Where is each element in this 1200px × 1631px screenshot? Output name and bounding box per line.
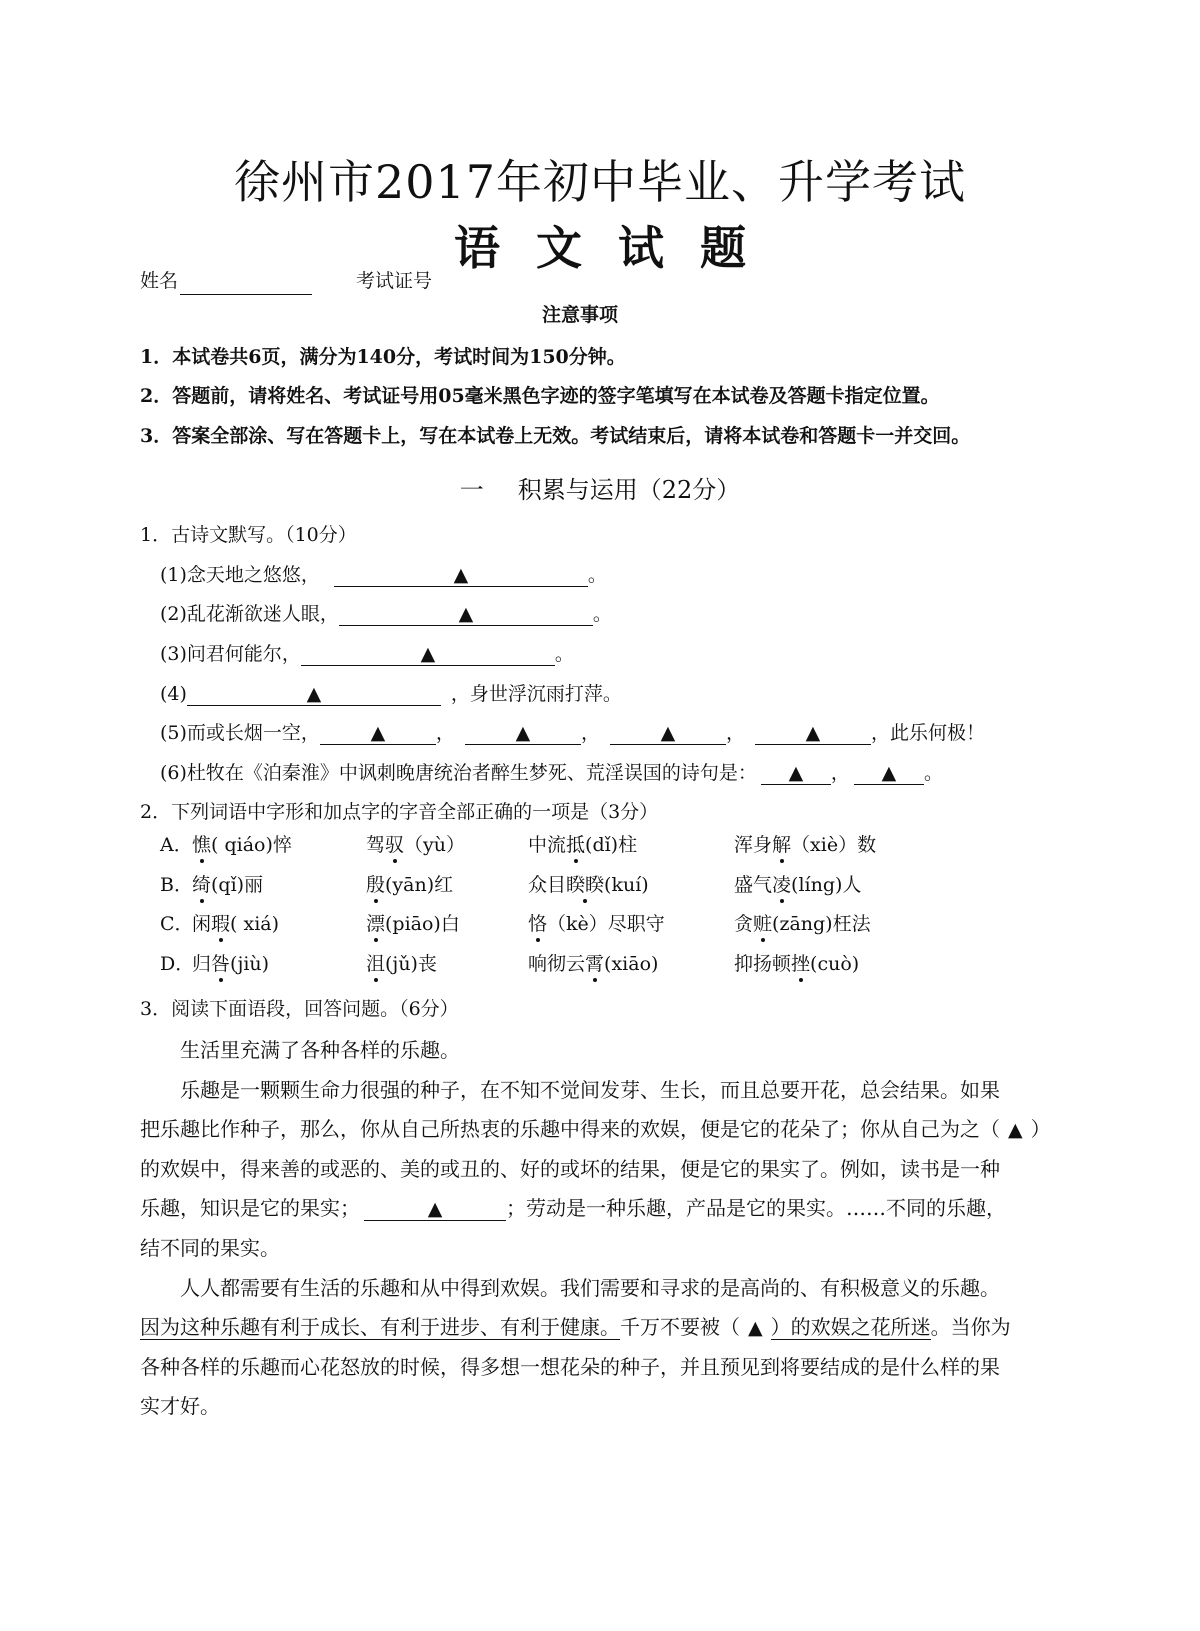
- answer-blank[interactable]: ▲: [610, 722, 726, 745]
- q3-p2-line-5: 结不同的果实。: [140, 1236, 280, 1260]
- q2-word: 众目睽睽(kuí): [528, 870, 649, 897]
- q1-item-3: (3)问君何能尔， ▲ 。: [160, 643, 574, 665]
- q2-word: 贪赃(zāng)枉法: [734, 909, 871, 936]
- q2-option-d[interactable]: D．: [160, 953, 195, 975]
- q2-word: 漂(piāo)白: [366, 909, 460, 936]
- q3-p2-line-4: 乐趣，知识是它的果实； ▲ ；劳动是一种乐趣，产品是它的果实。……不同的乐趣，: [140, 1196, 1006, 1220]
- q2-word: 闲瑕( xiá): [192, 909, 279, 936]
- q1-item-6: (6)杜牧在《泊秦淮》中讽刺晚唐统治者醉生梦死、荒淫误国的诗句是： ▲ ， ▲ 。: [160, 762, 943, 784]
- q2-word: 绮(qǐ)丽: [192, 870, 263, 897]
- q1-item-1: (1)念天地之悠悠， ▲ 。: [160, 564, 607, 586]
- section-number: 一: [459, 476, 484, 504]
- notice-heading: 注意事项: [541, 304, 618, 326]
- q3-p3-line-1: 人人都需要有生活的乐趣和从中得到欢娱。我们需要和寻求的是高尚的、有积极意义的乐趣。: [180, 1276, 1000, 1300]
- q3-paragraph-1: 生活里充满了各种各样的乐趣。: [180, 1038, 460, 1062]
- q3-p2-line-3: 的欢娱中，得来善的或恶的、美的或丑的、好的或坏的结果，便是它的果实了。例如，读书是一种: [140, 1157, 1000, 1181]
- q1-item-5: (5)而或长烟一空， ▲ ， ▲ ， ▲ ， ▲ ，此乐何极！: [160, 722, 985, 744]
- notice-item-2: 2．答题前，请将姓名、考试证号用05毫米黑色字迹的签字笔填写在本试卷及答题卡指定位置。: [140, 385, 940, 407]
- exam-title: 徐州市2017年初中毕业、升学考试: [233, 155, 967, 209]
- q2-option-b[interactable]: B．: [160, 874, 193, 896]
- blank-marker[interactable]: ▲: [748, 1317, 763, 1339]
- q2-word: 沮(jǔ)丧: [366, 949, 437, 976]
- answer-blank[interactable]: ▲: [334, 564, 588, 587]
- answer-blank[interactable]: ▲: [364, 1197, 506, 1221]
- q2-word: 抑扬顿挫(cuò): [734, 949, 859, 976]
- q2-stem: 2．下列词语中字形和加点字的字音全部正确的一项是（3分）: [140, 801, 659, 823]
- blank-marker[interactable]: ▲: [1008, 1119, 1023, 1141]
- q3-stem: 3．阅读下面语段，回答问题。（6分）: [140, 998, 459, 1020]
- q1-stem: 1．古诗文默写。（10分）: [140, 524, 357, 546]
- q3-p2-line-2: 把乐趣比作种子，那么，你从自己所热衷的乐趣中得来的欢娱，便是它的花朵了；你从自己为之（ ▲ ）: [140, 1117, 1051, 1141]
- q2-word: 中流抵(dǐ)柱: [528, 830, 637, 857]
- q2-option-c[interactable]: C．: [160, 913, 194, 935]
- q2-option-a[interactable]: A．: [160, 834, 193, 856]
- answer-blank[interactable]: ▲: [755, 722, 871, 745]
- answer-blank[interactable]: ▲: [465, 722, 581, 745]
- q3-p2-line-1: 乐趣是一颗颗生命力很强的种子，在不知不觉间发芽、生长，而且总要开花，总会结果。如果: [180, 1078, 1000, 1102]
- exam-subtitle: 语文试题: [454, 221, 782, 275]
- answer-blank[interactable]: ▲: [320, 722, 436, 745]
- q1-item-4: (4) ▲ ，身世浮沉雨打萍。: [160, 683, 622, 705]
- q3-p3-line-2: 因为这种乐趣有利于成长、有利于进步、有利于健康。千万不要被（ ▲ ）的欢娱之花所迷。当你为: [140, 1315, 1011, 1339]
- underlined-phrase: ）的欢娱之花所迷: [770, 1315, 931, 1339]
- q2-word: 盛气凌(líng)人: [734, 870, 861, 897]
- name-input-line[interactable]: [180, 272, 312, 295]
- q2-word: 浑身解（xiè）数: [734, 830, 876, 857]
- underlined-sentence: 因为这种乐趣有利于成长、有利于进步、有利于健康。: [140, 1315, 620, 1339]
- q2-word: 响彻云霄(xiāo): [528, 949, 658, 976]
- q3-p3-line-4: 实才好。: [140, 1394, 220, 1418]
- q2-word: 驾驭（yù）: [366, 830, 465, 857]
- answer-blank[interactable]: ▲: [301, 643, 555, 666]
- q1-item-2: (2)乱花渐欲迷人眼， ▲ 。: [160, 603, 612, 625]
- q2-word: 归咎(jiù): [192, 949, 269, 976]
- answer-blank[interactable]: ▲: [854, 762, 924, 785]
- notice-item-1: 1．本试卷共6页，满分为140分，考试时间为150分钟。: [140, 346, 626, 368]
- answer-blank[interactable]: ▲: [187, 683, 441, 706]
- name-field[interactable]: [140, 266, 312, 295]
- answer-blank[interactable]: ▲: [761, 762, 831, 785]
- notice-item-3: 3．答案全部涂、写在答题卡上，写在本试卷上无效。考试结束后，请将本试卷和答题卡一并交回。: [140, 425, 971, 447]
- section-title: [0, 470, 1200, 505]
- exam-id-label: 考试证号: [356, 270, 433, 292]
- answer-blank[interactable]: ▲: [339, 603, 593, 626]
- q2-word: 殷(yān)红: [366, 870, 453, 897]
- q2-word: 憔( qiáo)悴: [192, 830, 292, 857]
- q2-word: 恪（kè）尽职守: [528, 909, 665, 936]
- section-text: 积累与运用（22分）: [517, 476, 741, 504]
- q3-p3-line-3: 各种各样的乐趣而心花怒放的时候，得多想一想花朵的种子，并且预见到将要结成的是什么样的果: [140, 1355, 1000, 1379]
- name-label: 姓名: [140, 270, 179, 292]
